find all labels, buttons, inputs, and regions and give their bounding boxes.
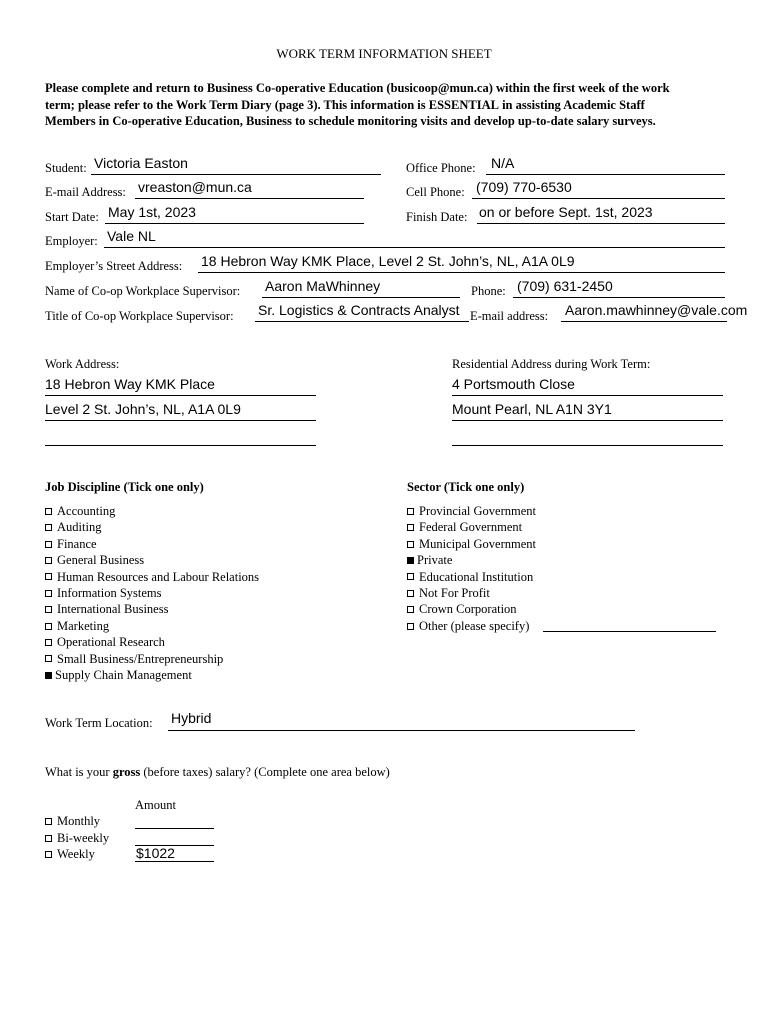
work-address-line-1[interactable]: 18 Hebron Way KMK Place <box>45 376 215 392</box>
office-phone-field[interactable]: N/A <box>491 155 515 171</box>
weekly-label: Weekly <box>57 847 95 861</box>
sector-list <box>407 503 536 634</box>
supervisor-phone-label: Phone: <box>471 284 506 298</box>
location-label: Work Term Location: <box>45 716 153 730</box>
employer-label: Employer: <box>45 234 98 248</box>
checkbox[interactable] <box>407 623 414 630</box>
sector-option-label: Crown Corporation <box>419 602 517 617</box>
checked-checkbox[interactable] <box>45 672 52 679</box>
sector-option-label: Private <box>417 553 453 568</box>
job-discipline-option[interactable] <box>45 585 259 601</box>
sector-option[interactable] <box>407 519 536 535</box>
job-discipline-option-label: Auditing <box>57 520 102 535</box>
salary-question-gross: gross <box>112 765 141 779</box>
sector-option-label: Educational Institution <box>419 569 534 584</box>
sector-option[interactable] <box>407 536 536 552</box>
office-phone-underline <box>486 174 725 175</box>
salary-question <box>45 765 390 780</box>
supervisor-phone-field[interactable]: (709) 631-2450 <box>517 278 613 294</box>
salary-row-monthly[interactable] <box>45 814 100 829</box>
email-label: E-mail Address: <box>45 185 126 199</box>
finish-date-field[interactable]: on or before Sept. 1st, 2023 <box>479 204 653 220</box>
start-date-label: Start Date: <box>45 210 99 224</box>
checkbox[interactable] <box>45 524 52 531</box>
salary-question-text-end: (before taxes) salary? (Complete one area below) <box>140 765 390 779</box>
job-discipline-option-label: Supply Chain Management <box>55 668 192 683</box>
job-discipline-option[interactable] <box>45 618 259 634</box>
job-discipline-option[interactable] <box>45 634 259 650</box>
residential-address-underline-2 <box>452 420 723 421</box>
work-address-underline-2 <box>45 420 316 421</box>
checkbox[interactable] <box>45 623 52 630</box>
biweekly-label: Bi-weekly <box>57 831 110 845</box>
job-discipline-option-label: Accounting <box>57 504 116 518</box>
job-discipline-option-label: General Business <box>57 553 145 568</box>
cell-phone-underline <box>472 198 725 199</box>
salary-question-text: What is your <box>45 765 113 779</box>
sector-heading: Sector (Tick one only) <box>407 480 525 494</box>
biweekly-checkbox[interactable] <box>45 835 52 842</box>
job-discipline-option[interactable] <box>45 519 259 535</box>
supervisor-email-label: E-mail address: <box>470 309 549 323</box>
finish-date-label: Finish Date: <box>406 210 468 224</box>
sector-option-label: Other (please specify) <box>419 618 530 633</box>
weekly-underline <box>135 861 214 862</box>
office-phone-label: Office Phone: <box>406 161 476 175</box>
job-discipline-option-label: Human Resources and Labour Relations <box>57 569 260 584</box>
supervisor-title-label: Title of Co-op Workplace Supervisor: <box>45 309 234 323</box>
checkbox[interactable] <box>45 541 52 548</box>
job-discipline-option-label: Finance <box>57 536 97 551</box>
sector-option[interactable] <box>407 618 536 634</box>
job-discipline-option-label: International Business <box>57 602 169 617</box>
sector-option[interactable] <box>407 552 536 568</box>
employer-underline <box>104 247 725 248</box>
job-discipline-heading: Job Discipline (Tick one only) <box>45 480 204 494</box>
weekly-amount-field[interactable]: $1022 <box>136 845 175 861</box>
work-address-underline-3 <box>45 445 316 446</box>
sector-option-label: Federal Government <box>419 520 523 535</box>
job-discipline-option-label: Small Business/Entrepreneurship <box>57 651 224 666</box>
checkbox[interactable] <box>45 573 52 580</box>
job-discipline-option[interactable] <box>45 536 259 552</box>
student-label: Student: <box>45 161 87 175</box>
residential-address-label: Residential Address during Work Term: <box>452 357 651 371</box>
checkbox[interactable] <box>407 541 414 548</box>
job-discipline-list <box>45 503 259 683</box>
supervisor-email-underline <box>561 321 727 322</box>
instructions-paragraph <box>45 80 695 130</box>
work-address-underline-1 <box>45 395 316 396</box>
location-underline <box>168 730 635 731</box>
weekly-checkbox[interactable] <box>45 851 52 858</box>
checkbox[interactable] <box>45 508 52 515</box>
sector-option[interactable] <box>407 601 536 617</box>
email-field[interactable]: vreaston@mun.ca <box>138 179 252 195</box>
student-field[interactable]: Victoria Easton <box>94 155 188 171</box>
start-date-underline <box>105 223 364 224</box>
supervisor-name-label: Name of Co-op Workplace Supervisor: <box>45 284 241 298</box>
checkbox[interactable] <box>45 606 52 613</box>
residential-address-underline-3 <box>452 445 723 446</box>
instructions-text: Please complete and return to Business Co-operative Education (busicoop@mun.ca) within the first week of the work term; please refer to the Work Term Diary (page 3). This information is <box>45 81 670 112</box>
cell-phone-label: Cell Phone: <box>406 185 465 199</box>
street-address-underline <box>198 272 725 273</box>
checkbox[interactable] <box>407 573 414 580</box>
street-address-field[interactable]: 18 Hebron Way KMK Place, Level 2 St. John’s, NL, A1A 0L9 <box>201 253 575 269</box>
start-date-field[interactable]: May 1st, 2023 <box>108 204 196 220</box>
monthly-label: Monthly <box>57 814 101 828</box>
checkbox[interactable] <box>407 524 414 531</box>
work-address-line-2[interactable]: Level 2 St. John’s, NL, A1A 0L9 <box>45 401 241 417</box>
job-discipline-option[interactable] <box>45 651 259 667</box>
other-specify-underline <box>543 631 716 632</box>
checkbox[interactable] <box>45 557 52 564</box>
salary-row-weekly[interactable] <box>45 847 95 862</box>
page-title: WORK TERM INFORMATION SHEET <box>276 46 492 61</box>
sector-option-label: Not For Profit <box>419 586 490 601</box>
supervisor-title-field[interactable]: Sr. Logistics & Contracts Analyst <box>258 302 460 318</box>
amount-label: Amount <box>135 798 176 812</box>
cell-phone-field[interactable]: (709) 770-6530 <box>476 179 572 195</box>
instructions-text-end: in assisting Academic Staff Members in Co-operative Education, Business to schedule monitoring visits and develop up-to-date salary surveys. <box>45 97 656 128</box>
salary-row-biweekly[interactable] <box>45 831 109 846</box>
job-discipline-option[interactable] <box>45 569 259 585</box>
checkbox[interactable] <box>407 606 414 613</box>
sector-option-label: Provincial Government <box>419 504 536 518</box>
job-discipline-option-label: Operational Research <box>57 635 165 650</box>
email-underline <box>135 198 364 199</box>
residential-address-line-1[interactable]: 4 Portsmouth Close <box>452 376 575 392</box>
checkbox[interactable] <box>407 590 414 597</box>
checkbox[interactable] <box>407 508 414 515</box>
supervisor-title-underline <box>255 321 469 322</box>
checked-checkbox[interactable] <box>407 557 414 564</box>
job-discipline-option-label: Marketing <box>57 618 110 633</box>
street-address-label: Employer’s Street Address: <box>45 259 183 273</box>
residential-address-underline-1 <box>452 395 723 396</box>
checkbox[interactable] <box>45 655 52 662</box>
job-discipline-option[interactable] <box>45 667 259 683</box>
residential-address-line-2[interactable]: Mount Pearl, NL A1N 3Y1 <box>452 401 612 417</box>
work-address-label: Work Address: <box>45 357 120 371</box>
checkbox[interactable] <box>45 639 52 646</box>
checkbox[interactable] <box>45 590 52 597</box>
job-discipline-option[interactable] <box>45 601 259 617</box>
location-field[interactable]: Hybrid <box>171 710 212 726</box>
job-discipline-option[interactable] <box>45 503 259 519</box>
student-underline <box>91 174 381 175</box>
sector-option-label: Municipal Government <box>419 536 536 551</box>
monthly-checkbox[interactable] <box>45 818 52 825</box>
supervisor-name-field[interactable]: Aaron MaWhinney <box>265 278 381 294</box>
essential-word: ESSENTIAL <box>428 97 499 112</box>
supervisor-name-underline <box>262 297 460 298</box>
monthly-underline <box>135 828 214 829</box>
sector-option[interactable] <box>407 569 536 585</box>
job-discipline-option[interactable] <box>45 552 259 568</box>
supervisor-phone-underline <box>513 297 725 298</box>
employer-field[interactable]: Vale NL <box>107 228 156 244</box>
supervisor-email-field[interactable]: Aaron.mawhinney@vale.com <box>565 302 748 318</box>
sector-option[interactable] <box>407 503 536 519</box>
job-discipline-option-label: Information Systems <box>57 586 162 601</box>
finish-date-underline <box>477 223 725 224</box>
sector-option[interactable] <box>407 585 536 601</box>
